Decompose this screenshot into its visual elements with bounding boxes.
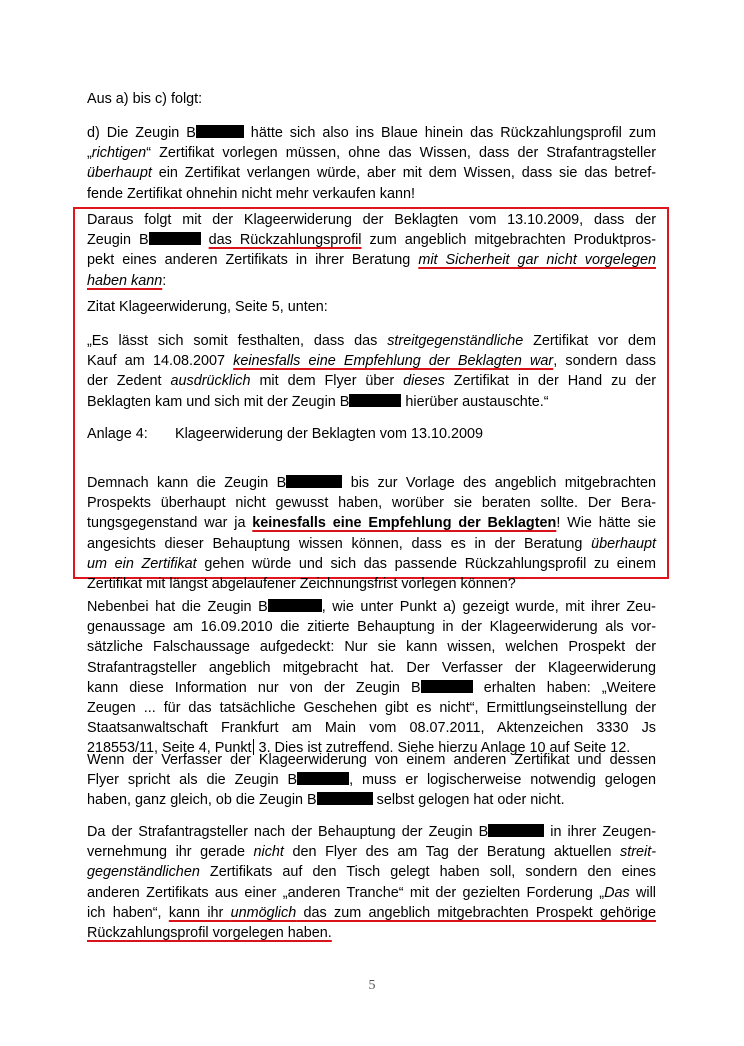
redaction-bar bbox=[268, 599, 322, 612]
box-paragraph-2: Demnach kann die Zeugin B bis zur Vorlage des angeblich mitgebrachten Prospekts überhaupt nicht gewusst haben, worüber sie beraten sollte. Der Bera- tungsgegenstand war ja keinesfalls eine Empfehlung der Beklagten! Wie hätte sie angesichts dieser Behauptung wissen können, dass es in der Beratung überhaupt um ein Zertifikat gehen würde und sich das passende Rückzahlungsprofil zu einem Zertifikat mit längst abgelaufener Zeichnungsfrist vorlegen können? bbox=[87, 475, 656, 593]
redaction-bar bbox=[349, 394, 401, 407]
citation-heading: Zitat Klageerwiderung, Seite 5, unten: bbox=[87, 299, 328, 315]
redaction-bar bbox=[317, 792, 373, 805]
paragraph-da: Da der Strafantragsteller nach der Behauptung der Zeugin B in ihrer Zeugen- vernehmung ihr gerade nicht den Flyer des am Tag der Beratung aktuellen streit- gegenständlichen Zertifikats auf den Tisch gelegt haben soll, sondern den eines anderen Zertifikats aus einer „anderen Tranche“ mit der gezielten Forderung „Das will ich haben“, kann ihr unmöglich das zum angeblich mitgebrachten Prospekt gehörige Rückzahlungsprofil vorgelegen haben. bbox=[87, 824, 657, 942]
quote-block: „Es lässt sich somit festhalten, dass das streitgegenständliche Zertifikat vor dem Kauf am 14.08.2007 keinesfalls eine Empfehlung der Beklagten war, sondern dass der Zedent ausdrücklich mit dem Flyer über dieses Zertifikat in der Hand zu der Beklagten kam und sich mit der Zeugin B hierüber austauschte.“ bbox=[87, 333, 657, 410]
box-paragraph-1: Daraus folgt mit der Klageerwiderung der Beklagten vom 13.10.2009, dass der Zeugin B das Rückzahlungsprofil zum angeblich mitgebrachten Produktpros- pekt eines anderen Zertifikats in ihrer Beratung mit Sicherheit gar nicht vorgelegen haben kann: bbox=[87, 212, 656, 289]
redaction-bar bbox=[297, 772, 349, 785]
redaction-bar bbox=[488, 824, 544, 837]
anlage-line: Anlage 4: Klageerwiderung der Beklagten vom 13.10.2009 bbox=[87, 426, 484, 442]
redaction-bar bbox=[421, 680, 473, 693]
paragraph-nebenbei: Nebenbei hat die Zeugin B , wie unter Punkt a) gezeigt wurde, mit ihrer Zeu- genaussage am 16.09.2010 die zitierte Behauptung in der Klageerwiderung als vor- sätzliche Falschaussage aufgedeckt: Nur sie kann wissen, welchen Prospekt der Strafantragsteller angeblich mitgebracht hat. Der Verfasser der Klageerwiderung kann diese Information nur von der Zeugin B erhalten haben: „Weitere Zeugen ... für das tatsächliche Geschehen gibt es nicht“, Ermittlungseinstellung der Staatsanwaltschaft Frankfurt am Main vom 08.07.2011, Aktenzeichen 3330 Js 218553/11, Seite 4, Punkt 3. Dies ist zutreffend. Siehe hierzu Anlage 10 auf Seite 12. bbox=[87, 599, 656, 757]
redaction-bar bbox=[196, 125, 244, 138]
paragraph-wenn: Wenn der Verfasser der Klageerwiderung von einem anderen Zertifikat und dessen Flyer spricht als die Zeugin B , muss er logischerweise notwendig gelogen haben, ganz gleich, ob die Zeugin B selbst gelogen hat oder nicht. bbox=[87, 752, 656, 809]
intro-line: Aus a) bis c) folgt: bbox=[87, 91, 203, 107]
redaction-bar bbox=[286, 475, 342, 488]
redaction-bar bbox=[149, 232, 201, 245]
page-number: 5 bbox=[368, 978, 376, 993]
paragraph-d: d) Die Zeugin B hätte sich also ins Blaue hinein das Rückzahlungsprofil zum „richtigen“ Zertifikat vorlegen müssen, ohne das Wissen, dass der Strafantragsteller überhaupt ein Zertifikat verlangen würde, aber mit dem Wissen, dass sie das betref- fende Zertifikat ohnehin nicht mehr verkaufen kann! bbox=[87, 125, 657, 202]
